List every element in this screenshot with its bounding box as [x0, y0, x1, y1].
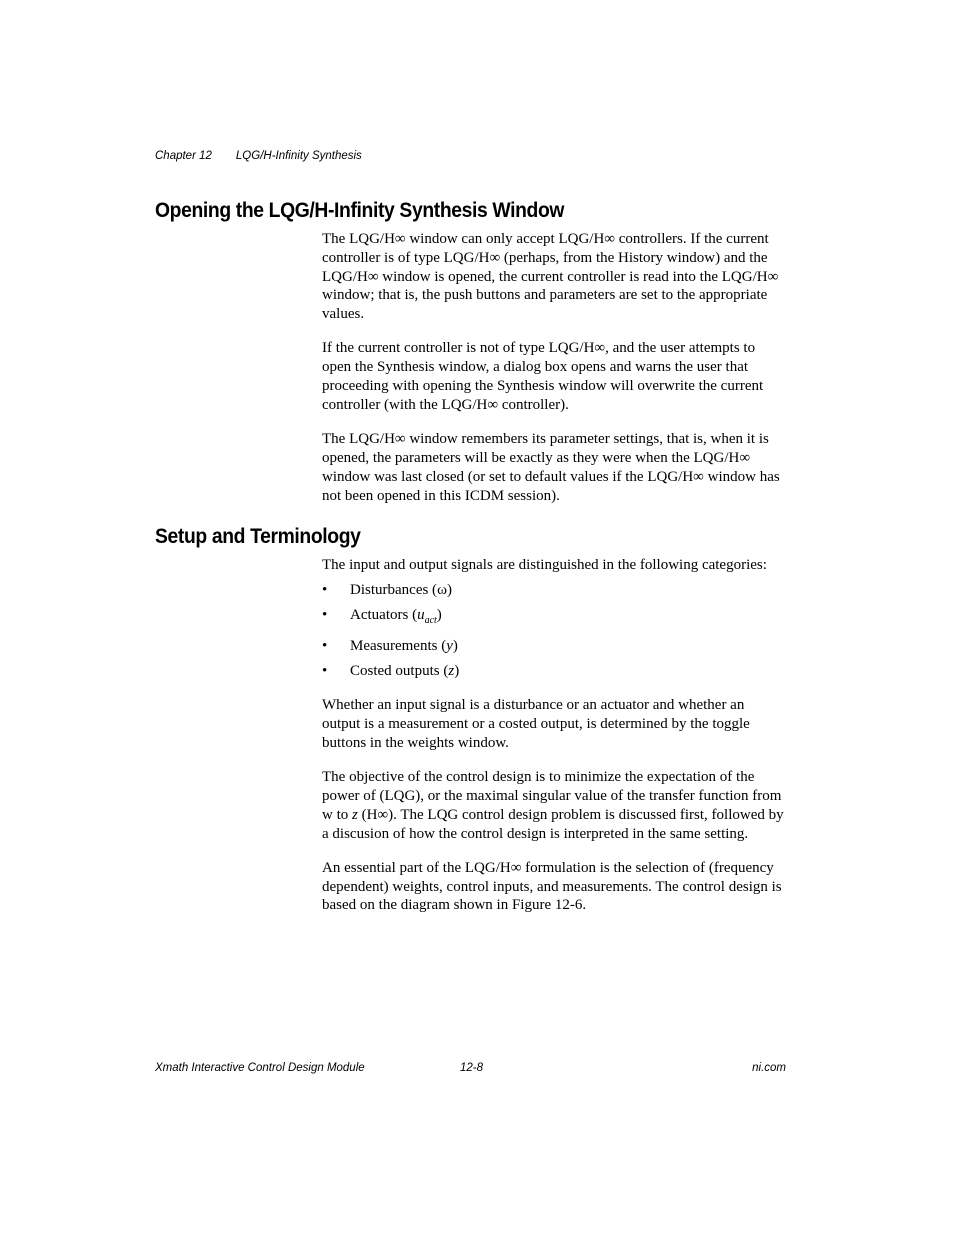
paragraph-intro: The input and output signals are distinguished in the following categories: [322, 557, 767, 573]
paragraph: If the current controller is not of type LQG/H∞, and the user attempts to open the Synthesis window, a dialog box opens and warns the user that proceeding with opening the Synthesis window will overwrite the current controller (with the LQG/H∞ controller). [322, 340, 764, 413]
running-header [155, 150, 362, 162]
section-heading-setup: Setup and Terminology [155, 525, 361, 548]
footer-manual-title: Xmath Interactive Control Design Module [155, 1062, 365, 1074]
bullet: • [322, 637, 328, 654]
subscript: act [424, 614, 437, 626]
list-item: • Measurements (y) [322, 637, 458, 654]
page-number: 12-8 [460, 1062, 484, 1074]
list-item: • Actuators $(u_{act})$ [322, 606, 442, 626]
section-opening-body [322, 230, 786, 521]
paragraph: The LQG/H∞ window remembers its parameter settings, that is, when it is opened, the parameters will be exactly as they were when the LQG/H∞ window was last closed (or set to default values if the LQG/H∞ window has not been opened in this ICDM session). [322, 431, 780, 504]
list-item: • Disturbances (ω) [322, 581, 452, 598]
symbol: z [448, 662, 455, 679]
section-heading-opening: Opening the LQG/H-Infinity Synthesis Window [155, 199, 565, 222]
paragraph: The objective of the control design is to minimize the expectation of the power of (LQG), or the maximal singular value of the transfer function from w to z (H∞). The LQG control design problem is discussed first, followed by a discusion of how the control design is interpreted in the same setting. [322, 769, 784, 842]
paragraph: Whether an input signal is a disturbance or an actuator and whether an output is a measurement or a costed output, is determined by the toggle buttons in the weights window. [322, 697, 750, 751]
symbol: u [417, 606, 425, 623]
symbol: y [446, 637, 453, 654]
symbol: ω [437, 581, 447, 598]
list-item: • Costed outputs (z) [322, 662, 460, 679]
bullet: • [322, 606, 328, 623]
section-setup-body [322, 556, 786, 931]
bullet: • [322, 581, 328, 598]
footer-website: ni.com [752, 1062, 786, 1074]
bullet: • [322, 662, 328, 679]
chapter-label: Chapter 12 [155, 150, 212, 162]
paragraph: The LQG/H∞ window can only accept LQG/H∞ controllers. If the current controller is of type LQG/H∞ (perhaps, from the History window) and the LQG/H∞ window is opened, the current controller is read into the LQG/H∞ window; that is, the push buttons and parameters are set to the appropriate values. [322, 231, 779, 323]
chapter-title: LQG/H-Infinity Synthesis [235, 150, 362, 162]
paragraph: An essential part of the LQG/H∞ formulation is the selection of (frequency dependent) weights, control inputs, and measurements. The control design is based on the diagram shown in Figure 12-6. [322, 859, 782, 914]
signal-category-list [322, 581, 786, 681]
